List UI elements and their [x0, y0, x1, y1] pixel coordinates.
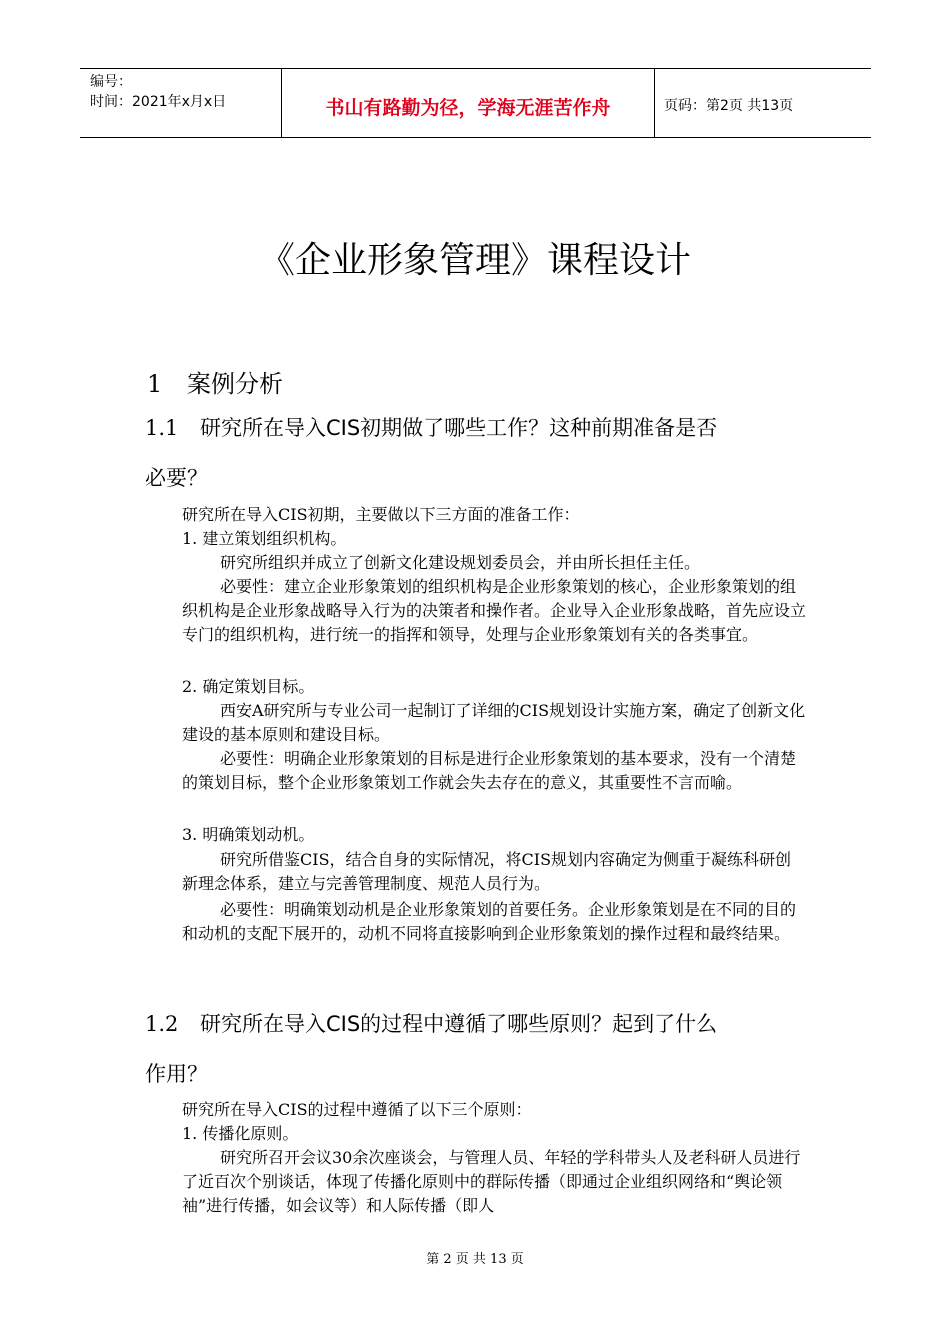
subsection-title-line2: 必要？ — [145, 466, 208, 490]
header-motto: 书山有路勤为径，学海无涯苦作舟 — [325, 97, 611, 119]
list-item: 1. 传播化原则。 — [182, 1124, 299, 1143]
list-item: 2. 确定策划目标。 — [182, 677, 315, 696]
section-title: 案例分析 — [187, 370, 283, 398]
paragraph: 必要性：明确企业形象策划的目标是进行企业形象策划的基本要求，没有一个清楚的策划目标，整个企业形象策划工作就会失去存在的意义，其重要性不言而喻。 — [182, 749, 797, 792]
header-motto-cell — [281, 69, 655, 137]
subsection-heading-1-1-cont — [145, 462, 825, 492]
header-page-info: 页码：第2页 共13页 — [664, 98, 794, 114]
page-header — [80, 68, 871, 138]
doc-number-label: 编号： — [90, 74, 132, 90]
doc-time-label: 时间：2021年x月x日 — [90, 94, 227, 110]
paragraph: 研究所召开会议30余次座谈会，与管理人员、年轻的学科带头人及老科研人员进行了近百次个别谈话，体现了传播化原则中的群际传播（即通过企业组织网络和“舆论领袖”进行传播，如会议等）和人际传播（即人 — [182, 1148, 801, 1215]
subsection-heading-1-2 — [145, 1008, 825, 1038]
paragraph: 必要性：建立企业形象策划的组织机构是企业形象策划的核心，企业形象策划的组织机构是企业形象战略导入行为的决策者和操作者。企业导入企业形象战略，首先应设立专门的组织机构，进行统一的指挥和领导，处理与企业形象策划有关的各类事宜。 — [182, 577, 807, 644]
paragraph: 研究所在导入CIS的过程中遵循了以下三个原则： — [182, 1100, 532, 1119]
section-heading-1 — [147, 364, 283, 399]
subsection-heading-1-2-cont — [145, 1058, 825, 1088]
subsection-title-line1: 研究所在导入CIS初期做了哪些工作？这种前期准备是否 — [200, 416, 718, 440]
paragraph: 研究所组织并成立了创新文化建设规划委员会，并由所长担任主任。 — [220, 553, 701, 572]
paragraph: 研究所借鉴CIS，结合自身的实际情况，将CIS规划内容确定为侧重于凝练科研创新理念体系，建立与完善管理制度、规范人员行为。 — [182, 850, 792, 893]
list-item: 1. 建立策划组织机构。 — [182, 529, 347, 548]
subsection-number: 1.1 — [145, 416, 179, 440]
header-right-cell — [654, 69, 871, 137]
page-footer: 第 2 页 共 13 页 — [426, 1252, 524, 1267]
subsection-title-line2: 作用？ — [145, 1062, 208, 1086]
subsection-title-line1: 研究所在导入CIS的过程中遵循了哪些原则？起到了什么 — [200, 1012, 718, 1036]
subsection-number: 1.2 — [145, 1012, 179, 1036]
paragraph: 必要性：明确策划动机是企业形象策划的首要任务。企业形象策划是在不同的目的和动机的支配下展开的，动机不同将直接影响到企业形象策划的操作过程和最终结果。 — [182, 900, 797, 943]
paragraph: 西安A研究所与专业公司一起制订了详细的CIS规划设计实施方案，确定了创新文化建设的基本原则和建设目标。 — [182, 701, 806, 744]
subsection-heading-1-1 — [145, 412, 825, 442]
section-number: 1 — [147, 370, 163, 398]
header-left-cell — [80, 69, 281, 137]
paragraph: 研究所在导入CIS初期，主要做以下三方面的准备工作： — [182, 505, 580, 524]
document-title: 《企业形象管理》课程设计 — [258, 240, 691, 281]
list-item: 3. 明确策划动机。 — [182, 825, 315, 844]
